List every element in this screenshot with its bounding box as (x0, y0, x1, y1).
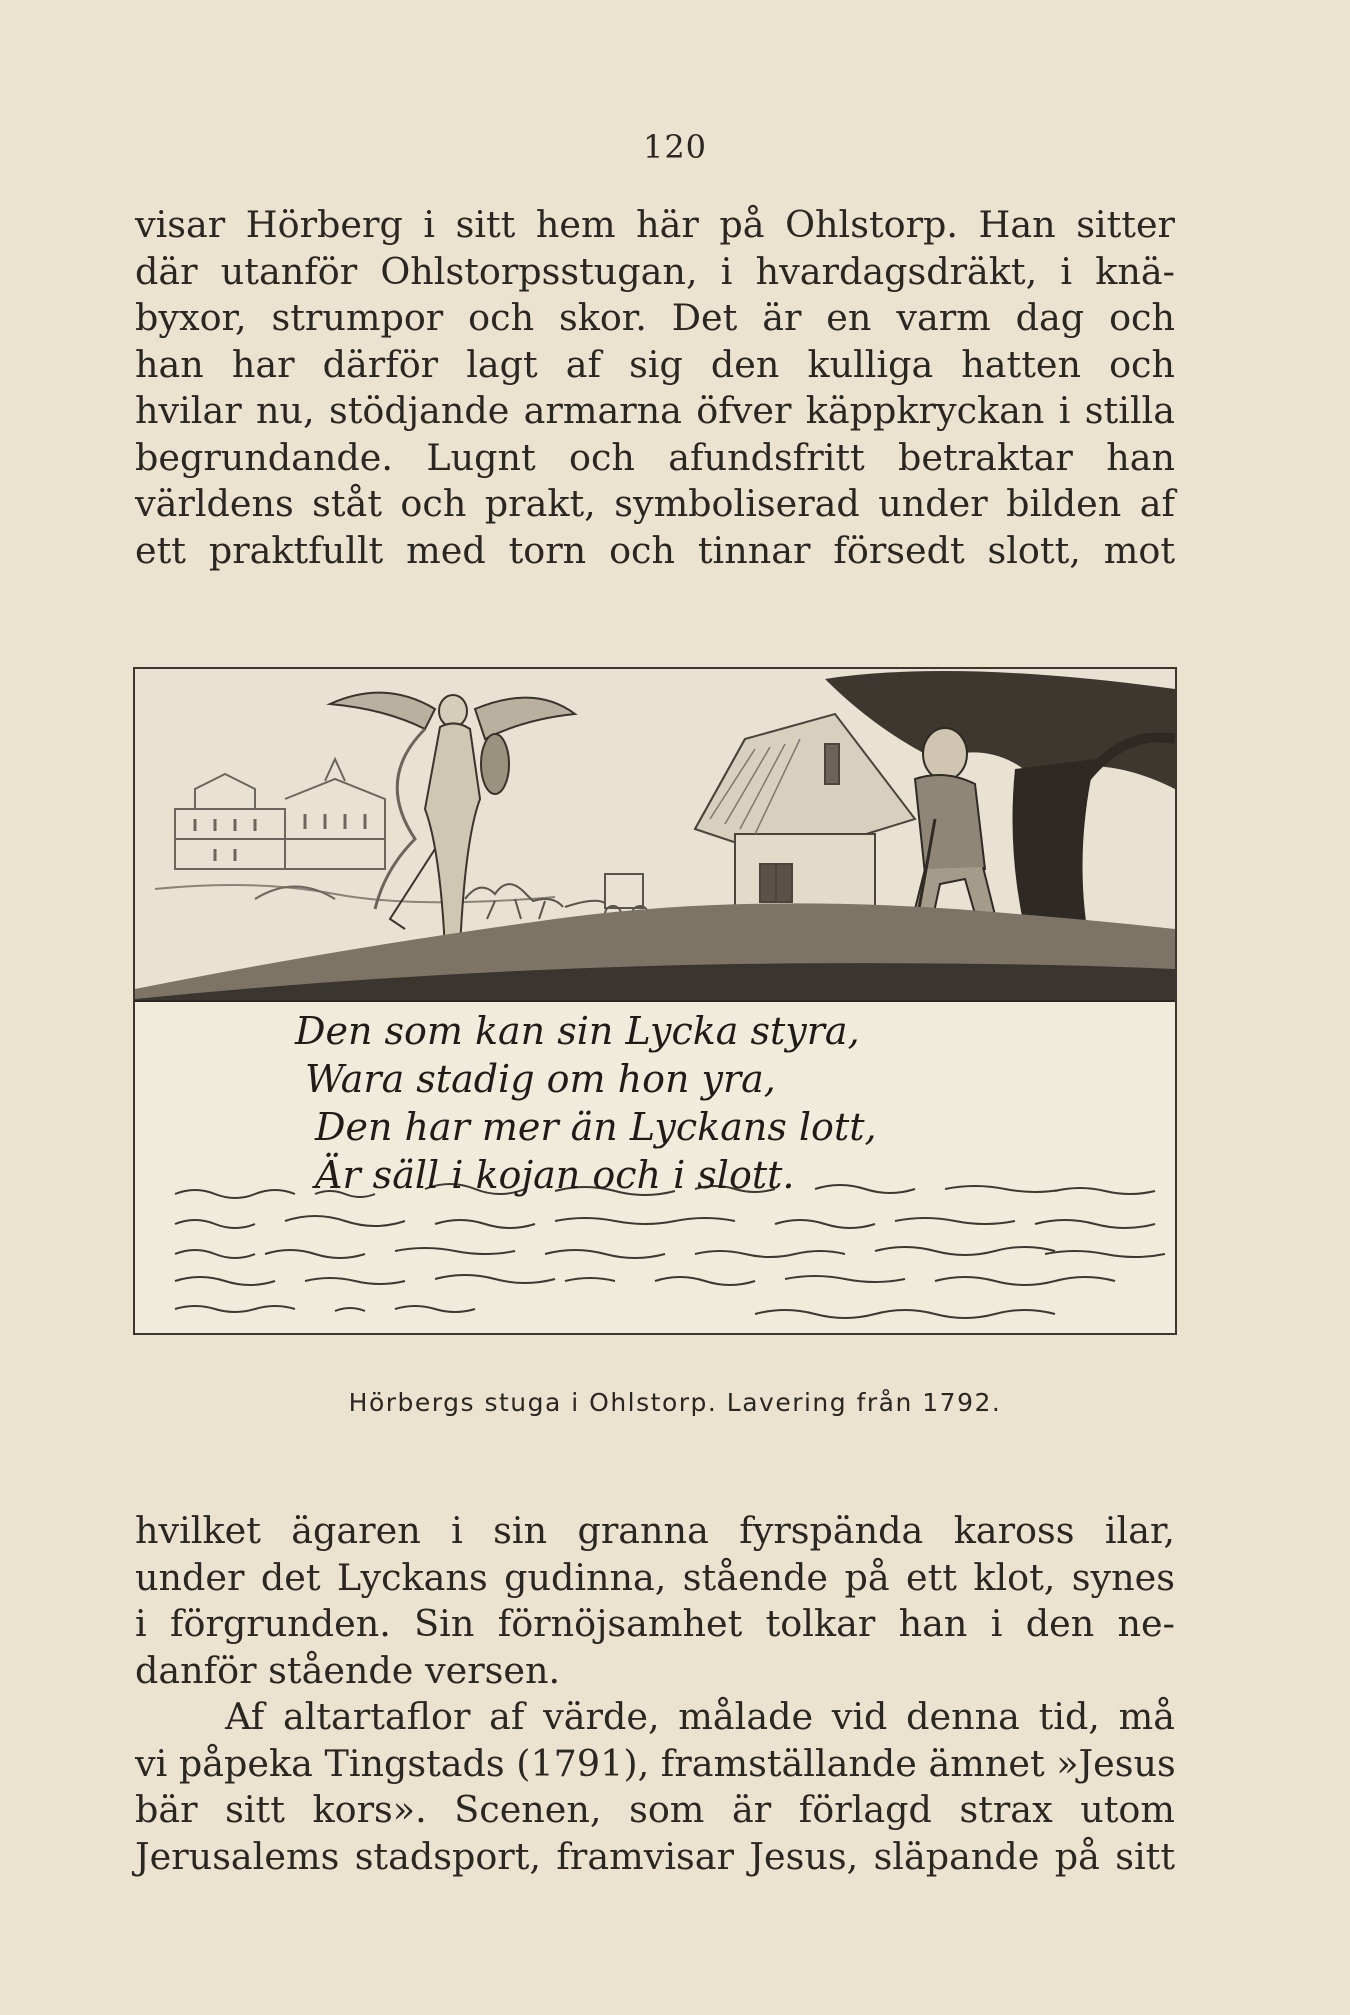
text-line: hvilket ägaren i sin granna fyrspända kaross ilar, (135, 1509, 1175, 1552)
text-line: bär sitt kors». Scenen, som är förlagd strax utom (135, 1788, 1175, 1831)
text-line: byxor, strumpor och skor. Det är en varm dag och (135, 296, 1175, 339)
text-line: i förgrunden. Sin förnöjsamhet tolkar han i den ne- (135, 1602, 1175, 1645)
text-line: världens ståt och prakt, symboliserad under bilden af (135, 482, 1175, 525)
illustration-figure (133, 667, 1177, 1335)
verse-line: Är säll i kojan och i slott. (315, 1153, 795, 1197)
paragraph-3 (135, 1694, 1175, 1880)
page-number: 120 (642, 128, 708, 166)
text-line: visar Hörberg i sitt hem här på Ohlstorp. Han sitter (135, 203, 1175, 246)
text-line: begrundande. Lugnt och afundsfritt betraktar han (135, 435, 1175, 479)
text-line: där utanför Ohlstorpsstugan, i hvardagsdräkt, i knä- (135, 249, 1175, 293)
text-line: vi påpeka Tingstads (1791), framställande ämnet »Jesus (135, 1741, 1176, 1785)
text-line: danför stående versen. (135, 1648, 561, 1692)
text-line: under det Lyckans gudinna, stående på ett klot, synes (135, 1555, 1175, 1599)
handwritten-verse (295, 1007, 877, 1199)
text-line: hvilar nu, stödjande armarna öfver käppkryckan i stilla (135, 389, 1175, 432)
text-line: ett praktfullt med torn och tinnar försedt slott, mot (135, 528, 1175, 572)
paragraph-2 (135, 1508, 1175, 1694)
verse-line: Den som kan sin Lycka styra, (295, 1009, 860, 1053)
wash-drawing-illustration (135, 669, 1175, 1333)
text-line: han har därför lagt af sig den kulliga hatten och (135, 342, 1175, 386)
paragraph-1 (135, 202, 1175, 574)
text-line: Af altartaflor af värde, målade vid denna tid, må (225, 1695, 1175, 1738)
handwritten-note-scribbles (175, 1184, 1165, 1318)
text-line: Jerusalems stadsport, framvisar Jesus, släpande på sitt (135, 1834, 1175, 1878)
verse-line: Wara stadig om hon yra, (305, 1057, 776, 1101)
verse-line: Den har mer än Lyckans lott, (315, 1105, 877, 1149)
figure-caption: Hörbergs stuga i Ohlstorp. Lavering från 1792. (348, 1388, 1002, 1417)
